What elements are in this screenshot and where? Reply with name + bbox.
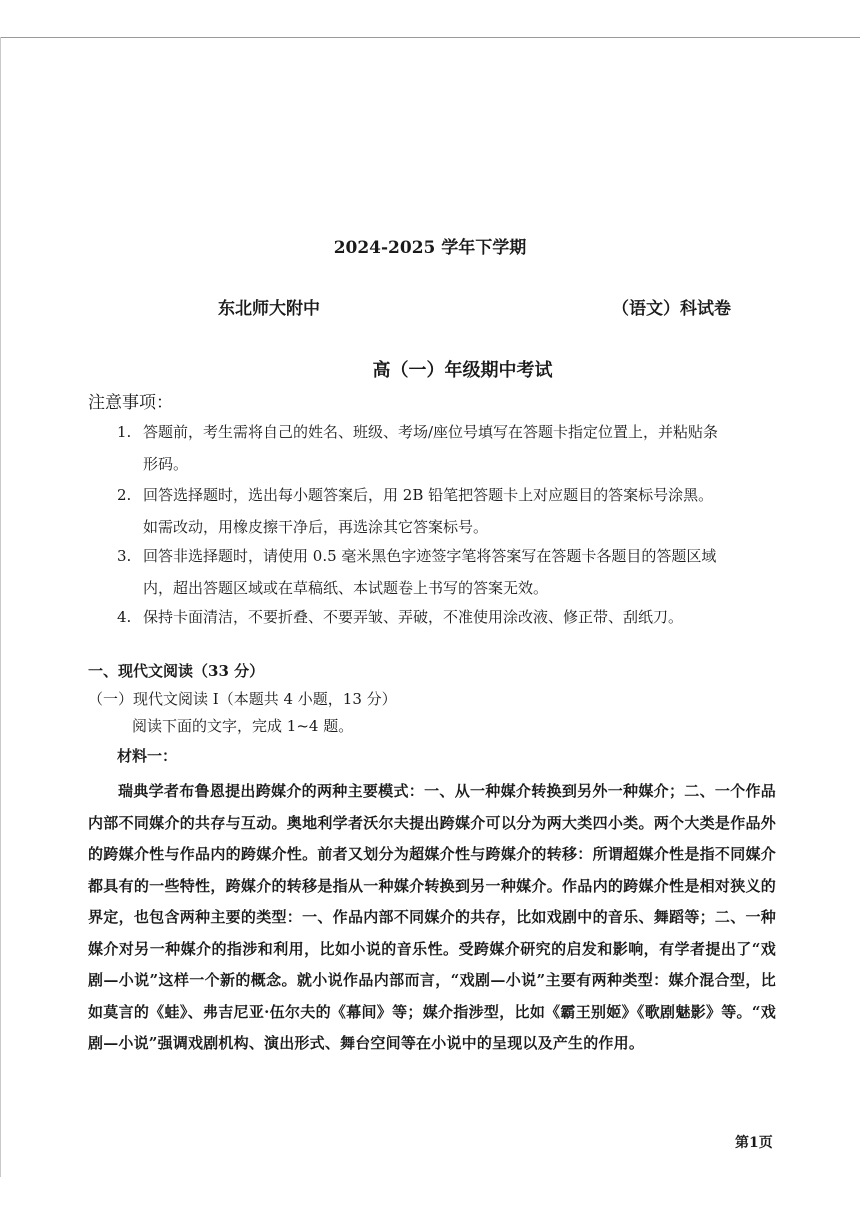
notice-number: 1.: [117, 423, 132, 441]
notice-text: 回答非选择题时，请使用 0.5 毫米黑色字迹签字笔将答案写在答题卡各题目的答题区域: [143, 547, 717, 565]
notice-number: 3.: [117, 547, 132, 565]
reading-passage: 瑞典学者布鲁恩提出跨媒介的两种主要模式：一、从一种媒介转换到另外一种媒介；二、一个作品内部不同媒介的共存与互动。奥地利学者沃尔夫提出跨媒介可以分为两大类四小类。两个大类是作品外的跨媒介性与作品内的跨媒介性。前者又划分为超媒介性与跨媒介的转移：所谓超媒介性是指不同媒介都具有的一些特性，跨媒介的转移是指从一种媒介转换到另一种媒介。作品内的跨媒介性是相对狭义的界定，也包含两种主要的类型：一、作品内部不同媒介的共存，比如戏剧中的音乐、舞蹈等；二、一种媒介对另一种媒介的指涉和利用，比如小说的音乐性。受跨媒介研究的启发和影响，有学者提出了“戏剧—小说”这样一个新的概念。就小说作品内部而言，“戏剧—小说”主要有两种类型：媒介混合型，比如莫言的《蛙》、弗吉尼亚·伍尔夫的《幕间》等；媒介指涉型，比如《霸王别姬》《歌剧魅影》等。“戏剧—小说”强调戏剧机构、演出形式、舞台空间等在小说中的呈现以及产生的作用。: [88, 782, 776, 1052]
scan-border-left: [0, 37, 1, 1177]
notice-text-continued: 形码。: [143, 455, 189, 473]
notice-item-2: [117, 479, 777, 543]
material-label: 材料一：: [117, 747, 178, 765]
notice-text-continued: 如需改动，用橡皮擦干净后，再选涂其它答案标号。: [143, 518, 489, 536]
school-name: 东北师大附中: [218, 299, 320, 319]
notice-text: 答题前，考生需将自己的姓名、班级、考场/座位号填写在答题卡指定位置上，并粘贴条: [143, 423, 719, 441]
subject-label: （语文）科试卷: [612, 299, 731, 319]
notice-item-3: [117, 540, 777, 604]
subsection-heading: （一）现代文阅读 I（本题共 4 小题，13 分）: [88, 690, 397, 708]
reading-instruction: 阅读下面的文字，完成 1~4 题。: [132, 717, 354, 735]
scan-border-top: [0, 37, 860, 38]
notice-item-4: [117, 601, 777, 633]
page-number: 第1页: [735, 1135, 773, 1151]
notice-item-1: [117, 416, 777, 480]
exam-title: 高（一）年级期中考试: [372, 360, 553, 381]
notice-text: 保持卡面清洁，不要折叠、不要弄皱、弄破，不准使用涂改液、修正带、刮纸刀。: [143, 608, 684, 626]
notice-text-continued: 内，超出答题区域或在草稿纸、本试题卷上书写的答案无效。: [143, 579, 549, 597]
notice-number: 2.: [117, 486, 132, 504]
exam-year: 2024-2025 学年下学期: [333, 238, 527, 258]
notice-heading: 注意事项：: [88, 393, 173, 413]
section-heading: 一、现代文阅读（33 分）: [88, 662, 265, 680]
notice-number: 4.: [117, 608, 132, 626]
notice-text: 回答选择题时，选出每小题答案后，用 2B 铅笔把答题卡上对应题目的答案标号涂黑。: [143, 486, 714, 504]
